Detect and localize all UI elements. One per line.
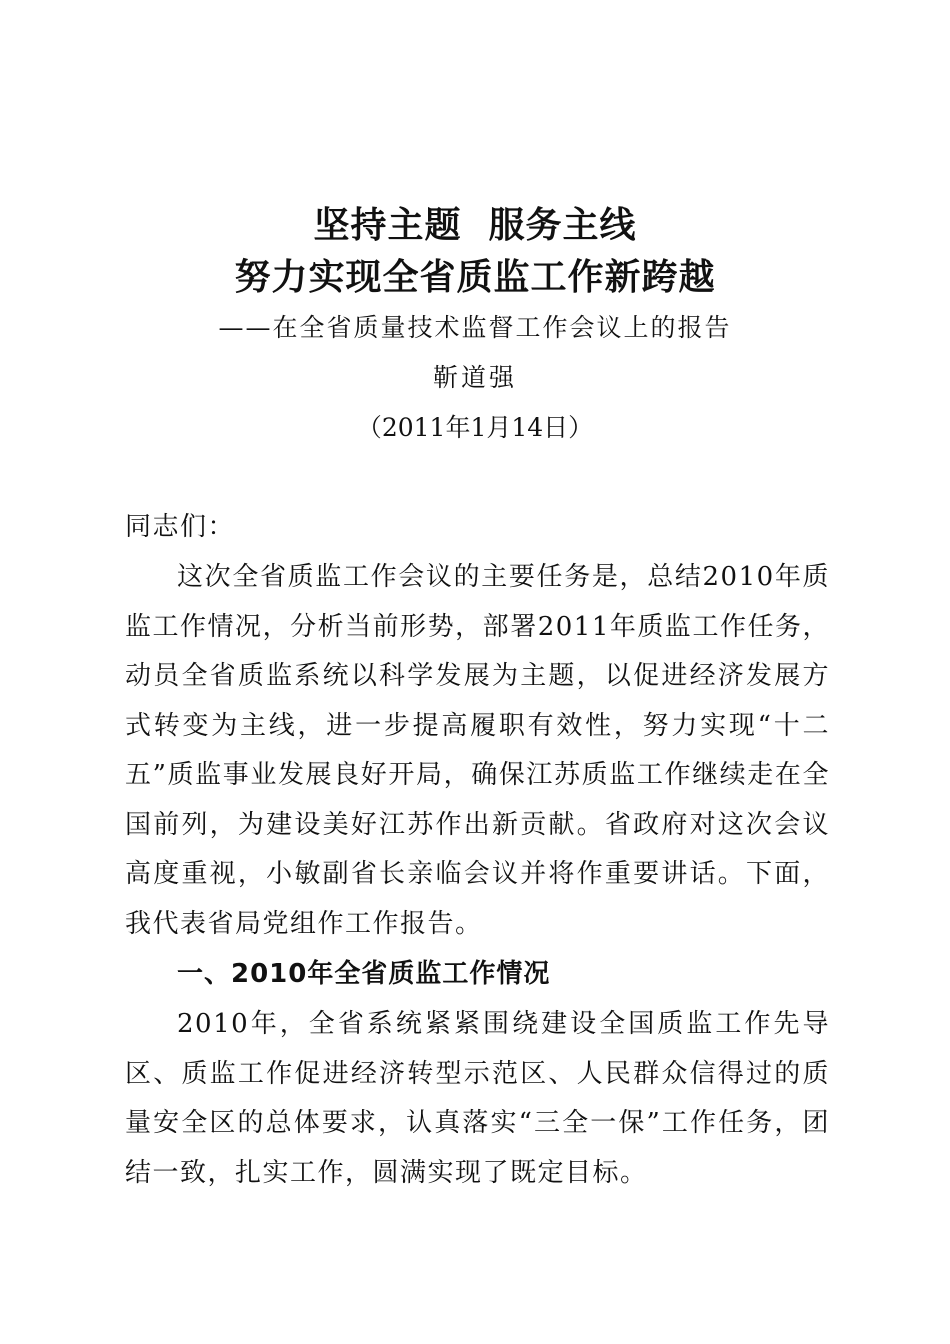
document-title-line-2: 努力实现全省质监工作新跨越 bbox=[234, 256, 716, 298]
document-subtitle: ——在全省质量技术监督工作会议上的报告 bbox=[218, 313, 732, 342]
section-heading-1: 一、2010年全省质监工作情况 bbox=[177, 959, 551, 989]
salutation: 同志们： bbox=[125, 512, 236, 542]
paragraph-intro: 这次全省质监工作会议的主要任务是，总结2010年质监工作情况，分析当前形势，部署2011年质监工作任务，动员全省质监系统以科学发展为主题，以促进经济发展方式转变为主线，进一步提高履职有效性，努力实现“十二五”质监事业发展良好开局，确保江苏质监工作继续走在全国前列，为建设美好江苏作出新贡献。省政府对这次会议高度重视，小敏副省长亲临会议并将作重要讲话。下面，我代表省局党组作工作报告。 bbox=[125, 562, 830, 939]
document-author: 靳道强 bbox=[432, 363, 517, 392]
document-date: （2011年1月14日） bbox=[356, 413, 594, 442]
document-title-line-1: 坚持主题 服务主线 bbox=[313, 204, 637, 246]
paragraph-section-1: 2010年，全省系统紧紧围绕建设全国质监工作先导区、质监工作促进经济转型示范区、人民群众信得过的质量安全区的总体要求，认真落实“三全一保”工作任务，团结一致，扎实工作，圆满实现了既定目标。 bbox=[125, 1009, 830, 1188]
